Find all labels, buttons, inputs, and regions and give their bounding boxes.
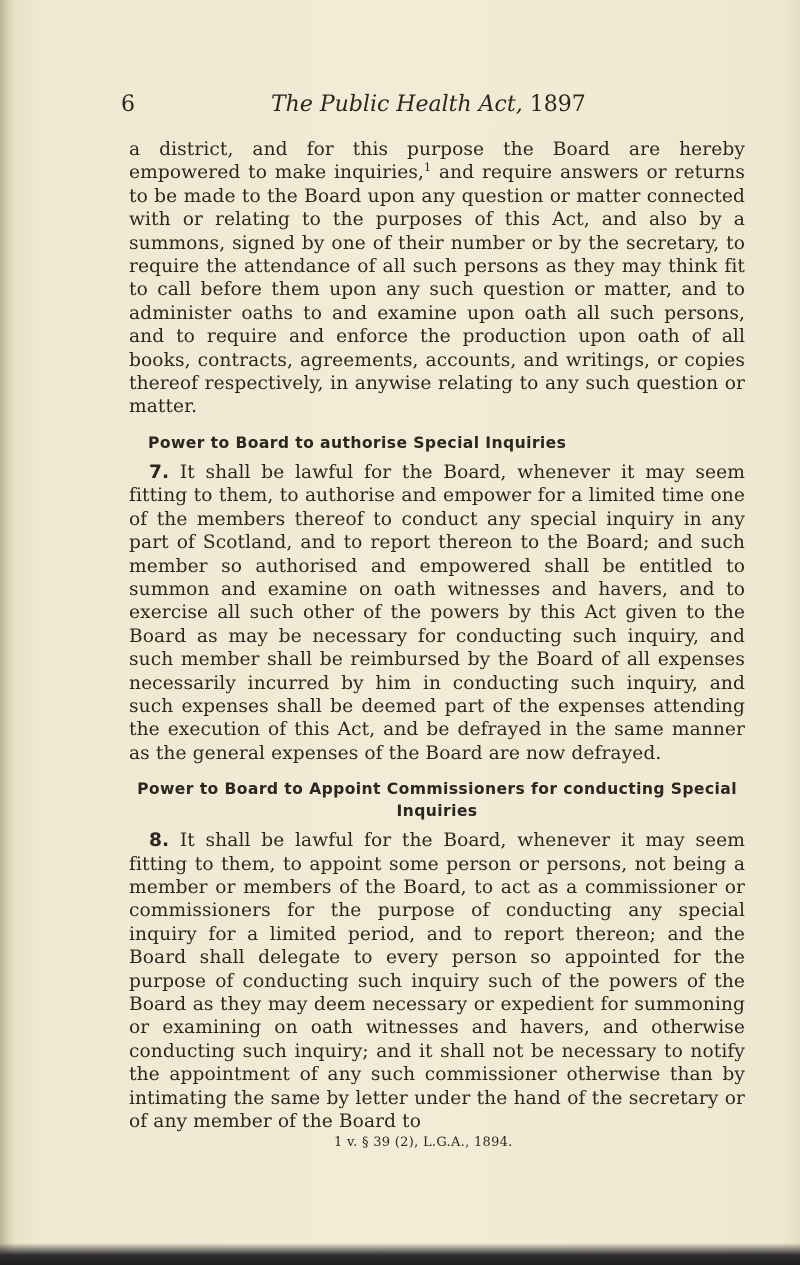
running-title-year: 1897 <box>529 92 586 117</box>
section-7-text: It shall be lawful for the Board, whenever it may seem fitting to them, to authorise and empower for a limited time one of the members thereof to conduct any special inquiry in any part of Scotland, and to report thereon to the Board; and such member so authorised and empowered shall be entitled to summon and examine on oath witnesses and havers, and to exercise all such other of the powers by this Act given to the Board as may be necessary for conducting such inquiry, and such member shall be reimbursed by the Board of all expenses necessarily incurred by him in conducting such inquiry, and such expenses shall be deemed part of the expenses attending the execution of this Act, and be defrayed in the same manner as the general expenses of the Board are now defrayed. <box>129 461 745 764</box>
section-8-text: It shall be lawful for the Board, whenever it may seem fitting to them, to appoint some person or persons, not being a member or members of the Board, to act as a commissioner or commissioners for the purpose of conducting any special inquiry for a limited period, and to report thereon; and the Board shall delegate to every person so appointed for the purpose of conducting such inquiry such of the powers of the Board as they may deem necessary or expedient for summoning or examining on oath witnesses and havers, and otherwise conducting such inquiry; and it shall not be necessary to notify the appointment of any such commissioner otherwise than by intimating the same by letter under the hand of the secretary or of any member of the Board to <box>129 830 745 1133</box>
paragraph-intro <box>129 138 745 419</box>
page-body <box>129 138 745 1152</box>
page-binding-edge <box>0 0 14 1265</box>
section-8-number: 8. <box>149 830 170 852</box>
footnote-marker: 1 <box>334 1135 343 1151</box>
page-number: 6 <box>121 92 135 117</box>
section-8-heading: Power to Board to Appoint Commissioners for conducting Special Inquiries <box>137 780 737 821</box>
paragraph-intro-part2: and require answers or returns to be made to the Board upon any question or matter connected with or relating to the purposes of this Act, and also by a summons, signed by one of their number or by the secretary, to require the attendance of all such persons as they may think fit to call before them upon any such question or matter, and to administer oaths to and examine upon oath all such persons, and to require and enforce the production upon oath of all books, contracts, agreements, accounts, and writings, or copies thereof respectively, in anywise relating to any such question or matter. <box>129 162 745 418</box>
section-8-paragraph <box>129 829 745 1133</box>
footnote-reference: 1 <box>424 161 432 175</box>
running-title <box>271 92 586 117</box>
footnote <box>129 1134 745 1152</box>
running-title-text: The Public Health Act, <box>271 92 523 117</box>
section-7-heading: Power to Board to authorise Special Inquiries <box>148 433 567 452</box>
footnote-text: v. § 39 (2), L.G.A., 1894. <box>342 1135 513 1151</box>
running-header <box>121 92 741 122</box>
paragraph-intro-part1: a district, and for this purpose the Board are hereby empowered to make inquiries, <box>129 139 745 184</box>
page-bottom-edge <box>0 1243 800 1265</box>
section-7-number: 7. <box>149 461 170 483</box>
section-7-paragraph <box>129 461 745 765</box>
